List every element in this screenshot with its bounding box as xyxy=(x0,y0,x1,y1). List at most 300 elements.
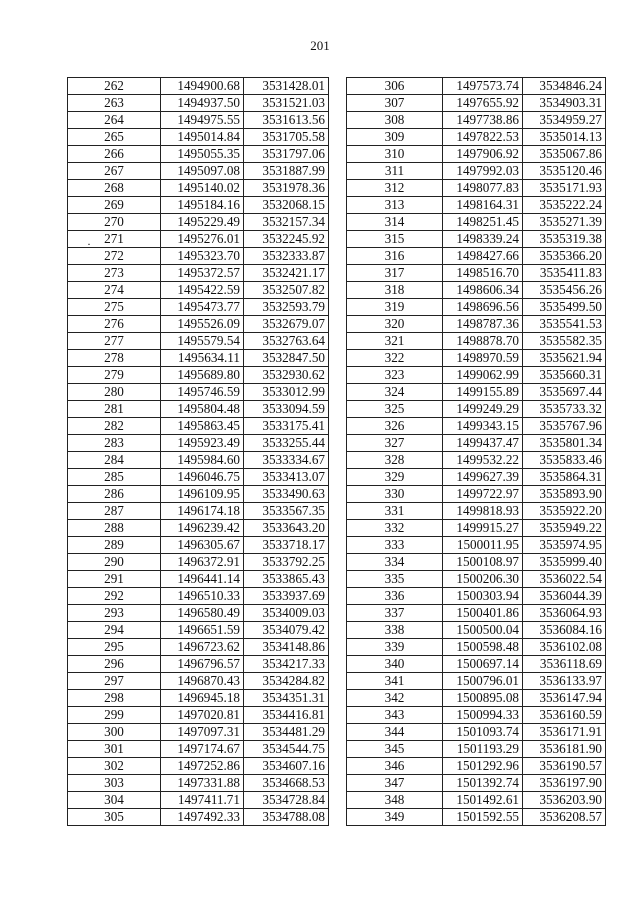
stray-mark: · xyxy=(87,237,91,251)
point-number-cell: 336 xyxy=(347,588,443,605)
x-coordinate-cell: 1495184.16 xyxy=(161,197,244,214)
y-coordinate-cell: 3533334.67 xyxy=(244,452,329,469)
y-coordinate-cell: 3536203.90 xyxy=(523,792,606,809)
y-coordinate-cell: 3533643.20 xyxy=(244,520,329,537)
y-coordinate-cell: 3535833.46 xyxy=(523,452,606,469)
table-row xyxy=(347,469,606,486)
y-coordinate-cell: 3535922.20 xyxy=(523,503,606,520)
table-row xyxy=(68,724,329,741)
point-number-cell: 264 xyxy=(68,112,161,129)
x-coordinate-cell: 1495984.60 xyxy=(161,452,244,469)
x-coordinate-cell: 1497906.92 xyxy=(443,146,523,163)
y-coordinate-cell: 3535014.13 xyxy=(523,129,606,146)
point-number-cell: 282 xyxy=(68,418,161,435)
y-coordinate-cell: 3535864.31 xyxy=(523,469,606,486)
point-number-cell: 290 xyxy=(68,554,161,571)
x-coordinate-cell: 1498339.24 xyxy=(443,231,523,248)
y-coordinate-cell: 3536147.94 xyxy=(523,690,606,707)
point-number-cell: 269 xyxy=(68,197,161,214)
y-coordinate-cell: 3535366.20 xyxy=(523,248,606,265)
y-coordinate-cell: 3535697.44 xyxy=(523,384,606,401)
point-number-cell: 307 xyxy=(347,95,443,112)
point-number-cell: 297 xyxy=(68,673,161,690)
y-coordinate-cell: 3532421.17 xyxy=(244,265,329,282)
point-number-cell: 263 xyxy=(68,95,161,112)
table-row xyxy=(68,452,329,469)
x-coordinate-cell: 1498077.83 xyxy=(443,180,523,197)
point-number-cell: 287 xyxy=(68,503,161,520)
page-number: 201 xyxy=(310,38,330,53)
point-number-cell: 283 xyxy=(68,435,161,452)
table-row xyxy=(347,265,606,282)
x-coordinate-cell: 1495372.57 xyxy=(161,265,244,282)
y-coordinate-cell: 3536181.90 xyxy=(523,741,606,758)
x-coordinate-cell: 1497331.88 xyxy=(161,775,244,792)
x-coordinate-cell: 1497252.86 xyxy=(161,758,244,775)
point-number-cell: 270 xyxy=(68,214,161,231)
x-coordinate-cell: 1495422.59 xyxy=(161,282,244,299)
y-coordinate-cell: 3535319.38 xyxy=(523,231,606,248)
table-row xyxy=(347,231,606,248)
point-number-cell: 316 xyxy=(347,248,443,265)
point-number-cell: 284 xyxy=(68,452,161,469)
table-row xyxy=(347,741,606,758)
x-coordinate-cell: 1501492.61 xyxy=(443,792,523,809)
x-coordinate-cell: 1499437.47 xyxy=(443,435,523,452)
table-row xyxy=(68,605,329,622)
point-number-cell: 329 xyxy=(347,469,443,486)
point-number-cell: 348 xyxy=(347,792,443,809)
point-number-cell: 293 xyxy=(68,605,161,622)
point-number-cell: 295 xyxy=(68,639,161,656)
y-coordinate-cell: 3536102.08 xyxy=(523,639,606,656)
x-coordinate-cell: 1501392.74 xyxy=(443,775,523,792)
y-coordinate-cell: 3534544.75 xyxy=(244,741,329,758)
x-coordinate-cell: 1498427.66 xyxy=(443,248,523,265)
point-number-cell: 320 xyxy=(347,316,443,333)
y-coordinate-cell: 3536022.54 xyxy=(523,571,606,588)
x-coordinate-cell: 1500697.14 xyxy=(443,656,523,673)
point-number-cell: 271 xyxy=(68,231,161,248)
x-coordinate-cell: 1495579.54 xyxy=(161,333,244,350)
y-coordinate-cell: 3531521.03 xyxy=(244,95,329,112)
y-coordinate-cell: 3532679.07 xyxy=(244,316,329,333)
x-coordinate-cell: 1496239.42 xyxy=(161,520,244,537)
x-coordinate-cell: 1499343.15 xyxy=(443,418,523,435)
x-coordinate-cell: 1496945.18 xyxy=(161,690,244,707)
y-coordinate-cell: 3535893.90 xyxy=(523,486,606,503)
table-row xyxy=(347,588,606,605)
x-coordinate-cell: 1495923.49 xyxy=(161,435,244,452)
point-number-cell: 289 xyxy=(68,537,161,554)
point-number-cell: 338 xyxy=(347,622,443,639)
y-coordinate-cell: 3531887.99 xyxy=(244,163,329,180)
x-coordinate-cell: 1496796.57 xyxy=(161,656,244,673)
y-coordinate-cell: 3535621.94 xyxy=(523,350,606,367)
point-number-cell: 334 xyxy=(347,554,443,571)
table-row xyxy=(68,282,329,299)
table-row xyxy=(68,673,329,690)
y-coordinate-cell: 3534416.81 xyxy=(244,707,329,724)
y-coordinate-cell: 3532245.92 xyxy=(244,231,329,248)
x-coordinate-cell: 1499915.27 xyxy=(443,520,523,537)
y-coordinate-cell: 3532847.50 xyxy=(244,350,329,367)
table-row xyxy=(347,503,606,520)
point-number-cell: 296 xyxy=(68,656,161,673)
x-coordinate-cell: 1496651.59 xyxy=(161,622,244,639)
y-coordinate-cell: 3534607.16 xyxy=(244,758,329,775)
point-number-cell: 333 xyxy=(347,537,443,554)
table-row xyxy=(347,418,606,435)
y-coordinate-cell: 3534788.08 xyxy=(244,809,329,826)
point-number-cell: 274 xyxy=(68,282,161,299)
y-coordinate-cell: 3535222.24 xyxy=(523,197,606,214)
y-coordinate-cell: 3534079.42 xyxy=(244,622,329,639)
y-coordinate-cell: 3533175.41 xyxy=(244,418,329,435)
table-row xyxy=(347,367,606,384)
x-coordinate-cell: 1495055.35 xyxy=(161,146,244,163)
x-coordinate-cell: 1497738.86 xyxy=(443,112,523,129)
y-coordinate-cell: 3532593.79 xyxy=(244,299,329,316)
y-coordinate-cell: 3534728.84 xyxy=(244,792,329,809)
table-row xyxy=(347,350,606,367)
x-coordinate-cell: 1498787.36 xyxy=(443,316,523,333)
y-coordinate-cell: 3535660.31 xyxy=(523,367,606,384)
table-row xyxy=(347,775,606,792)
x-coordinate-cell: 1499627.39 xyxy=(443,469,523,486)
table-row xyxy=(347,452,606,469)
y-coordinate-cell: 3534481.29 xyxy=(244,724,329,741)
table-row xyxy=(347,673,606,690)
x-coordinate-cell: 1499722.97 xyxy=(443,486,523,503)
table-row xyxy=(347,146,606,163)
point-number-cell: 330 xyxy=(347,486,443,503)
x-coordinate-cell: 1496046.75 xyxy=(161,469,244,486)
table-row xyxy=(347,197,606,214)
table-row xyxy=(347,316,606,333)
x-coordinate-cell: 1499818.93 xyxy=(443,503,523,520)
table-row xyxy=(347,690,606,707)
point-number-cell: 277 xyxy=(68,333,161,350)
table-row xyxy=(347,486,606,503)
x-coordinate-cell: 1498970.59 xyxy=(443,350,523,367)
x-coordinate-cell: 1497492.33 xyxy=(161,809,244,826)
table-row xyxy=(68,180,329,197)
y-coordinate-cell: 3534846.24 xyxy=(523,78,606,95)
table-row xyxy=(347,384,606,401)
table-row xyxy=(68,588,329,605)
table-row xyxy=(68,792,329,809)
y-coordinate-cell: 3531705.58 xyxy=(244,129,329,146)
x-coordinate-cell: 1497573.74 xyxy=(443,78,523,95)
point-number-cell: 310 xyxy=(347,146,443,163)
y-coordinate-cell: 3533567.35 xyxy=(244,503,329,520)
table-row xyxy=(347,333,606,350)
x-coordinate-cell: 1495229.49 xyxy=(161,214,244,231)
point-number-cell: 279 xyxy=(68,367,161,384)
y-coordinate-cell: 3536160.59 xyxy=(523,707,606,724)
x-coordinate-cell: 1498606.34 xyxy=(443,282,523,299)
y-coordinate-cell: 3535411.83 xyxy=(523,265,606,282)
table-row xyxy=(68,231,329,248)
point-number-cell: 288 xyxy=(68,520,161,537)
table-row xyxy=(68,639,329,656)
y-coordinate-cell: 3536064.93 xyxy=(523,605,606,622)
table-row xyxy=(68,435,329,452)
point-number-cell: 314 xyxy=(347,214,443,231)
table-row xyxy=(68,350,329,367)
x-coordinate-cell: 1501193.29 xyxy=(443,741,523,758)
y-coordinate-cell: 3533865.43 xyxy=(244,571,329,588)
table-row xyxy=(68,248,329,265)
point-number-cell: 311 xyxy=(347,163,443,180)
point-number-cell: 323 xyxy=(347,367,443,384)
y-coordinate-cell: 3536084.16 xyxy=(523,622,606,639)
y-coordinate-cell: 3534903.31 xyxy=(523,95,606,112)
point-number-cell: 346 xyxy=(347,758,443,775)
point-number-cell: 321 xyxy=(347,333,443,350)
table-row xyxy=(68,707,329,724)
table-row xyxy=(68,809,329,826)
point-number-cell: 267 xyxy=(68,163,161,180)
x-coordinate-cell: 1496510.33 xyxy=(161,588,244,605)
point-number-cell: 322 xyxy=(347,350,443,367)
point-number-cell: 304 xyxy=(68,792,161,809)
x-coordinate-cell: 1500895.08 xyxy=(443,690,523,707)
point-number-cell: 300 xyxy=(68,724,161,741)
point-number-cell: 285 xyxy=(68,469,161,486)
point-number-cell: 331 xyxy=(347,503,443,520)
point-number-cell: 326 xyxy=(347,418,443,435)
y-coordinate-cell: 3531428.01 xyxy=(244,78,329,95)
x-coordinate-cell: 1497992.03 xyxy=(443,163,523,180)
x-coordinate-cell: 1501292.96 xyxy=(443,758,523,775)
point-number-cell: 339 xyxy=(347,639,443,656)
y-coordinate-cell: 3532333.87 xyxy=(244,248,329,265)
table-row xyxy=(68,367,329,384)
table-row xyxy=(347,707,606,724)
table-row xyxy=(68,469,329,486)
x-coordinate-cell: 1496723.62 xyxy=(161,639,244,656)
x-coordinate-cell: 1496870.43 xyxy=(161,673,244,690)
y-coordinate-cell: 3533413.07 xyxy=(244,469,329,486)
table-row xyxy=(68,112,329,129)
x-coordinate-cell: 1496174.18 xyxy=(161,503,244,520)
point-number-cell: 347 xyxy=(347,775,443,792)
y-coordinate-cell: 3533792.25 xyxy=(244,554,329,571)
y-coordinate-cell: 3531797.06 xyxy=(244,146,329,163)
table-row xyxy=(68,741,329,758)
y-coordinate-cell: 3533718.17 xyxy=(244,537,329,554)
table-row xyxy=(68,129,329,146)
point-number-cell: 318 xyxy=(347,282,443,299)
point-number-cell: 278 xyxy=(68,350,161,367)
table-row xyxy=(68,503,329,520)
table-row xyxy=(68,299,329,316)
x-coordinate-cell: 1495634.11 xyxy=(161,350,244,367)
x-coordinate-cell: 1497822.53 xyxy=(443,129,523,146)
x-coordinate-cell: 1499155.89 xyxy=(443,384,523,401)
y-coordinate-cell: 3532507.82 xyxy=(244,282,329,299)
table-row xyxy=(347,622,606,639)
y-coordinate-cell: 3535067.86 xyxy=(523,146,606,163)
point-number-cell: 309 xyxy=(347,129,443,146)
coordinate-table-right xyxy=(346,77,606,826)
y-coordinate-cell: 3536118.69 xyxy=(523,656,606,673)
x-coordinate-cell: 1495276.01 xyxy=(161,231,244,248)
x-coordinate-cell: 1497655.92 xyxy=(443,95,523,112)
table-row xyxy=(68,197,329,214)
table-row xyxy=(347,248,606,265)
point-number-cell: 324 xyxy=(347,384,443,401)
point-number-cell: 268 xyxy=(68,180,161,197)
y-coordinate-cell: 3536208.57 xyxy=(523,809,606,826)
point-number-cell: 265 xyxy=(68,129,161,146)
x-coordinate-cell: 1496109.95 xyxy=(161,486,244,503)
table-row xyxy=(68,486,329,503)
table-row xyxy=(347,792,606,809)
x-coordinate-cell: 1500598.48 xyxy=(443,639,523,656)
table-row xyxy=(347,214,606,231)
point-number-cell: 306 xyxy=(347,78,443,95)
point-number-cell: 272 xyxy=(68,248,161,265)
y-coordinate-cell: 3535271.39 xyxy=(523,214,606,231)
table-row xyxy=(68,758,329,775)
x-coordinate-cell: 1501093.74 xyxy=(443,724,523,741)
y-coordinate-cell: 3534351.31 xyxy=(244,690,329,707)
x-coordinate-cell: 1495804.48 xyxy=(161,401,244,418)
table-row xyxy=(68,571,329,588)
table-row xyxy=(347,435,606,452)
x-coordinate-cell: 1498516.70 xyxy=(443,265,523,282)
table-row xyxy=(68,401,329,418)
y-coordinate-cell: 3536197.90 xyxy=(523,775,606,792)
x-coordinate-cell: 1500500.04 xyxy=(443,622,523,639)
point-number-cell: 335 xyxy=(347,571,443,588)
table-row xyxy=(347,163,606,180)
point-number-cell: 298 xyxy=(68,690,161,707)
point-number-cell: 308 xyxy=(347,112,443,129)
table-row xyxy=(347,809,606,826)
y-coordinate-cell: 3534284.82 xyxy=(244,673,329,690)
x-coordinate-cell: 1495526.09 xyxy=(161,316,244,333)
y-coordinate-cell: 3536190.57 xyxy=(523,758,606,775)
x-coordinate-cell: 1495014.84 xyxy=(161,129,244,146)
table-row xyxy=(347,520,606,537)
coordinate-table-left xyxy=(67,77,329,826)
point-number-cell: 343 xyxy=(347,707,443,724)
point-number-cell: 349 xyxy=(347,809,443,826)
x-coordinate-cell: 1496305.67 xyxy=(161,537,244,554)
table-row xyxy=(68,537,329,554)
point-number-cell: 292 xyxy=(68,588,161,605)
x-coordinate-cell: 1498878.70 xyxy=(443,333,523,350)
point-number-cell: 313 xyxy=(347,197,443,214)
point-number-cell: 276 xyxy=(68,316,161,333)
y-coordinate-cell: 3533937.69 xyxy=(244,588,329,605)
table-row xyxy=(347,95,606,112)
y-coordinate-cell: 3532763.64 xyxy=(244,333,329,350)
point-number-cell: 345 xyxy=(347,741,443,758)
point-number-cell: 299 xyxy=(68,707,161,724)
table-row xyxy=(347,758,606,775)
table-row xyxy=(68,214,329,231)
x-coordinate-cell: 1500206.30 xyxy=(443,571,523,588)
y-coordinate-cell: 3536044.39 xyxy=(523,588,606,605)
y-coordinate-cell: 3535171.93 xyxy=(523,180,606,197)
table-row xyxy=(347,724,606,741)
x-coordinate-cell: 1495323.70 xyxy=(161,248,244,265)
table-row xyxy=(68,163,329,180)
table-row xyxy=(347,401,606,418)
y-coordinate-cell: 3535949.22 xyxy=(523,520,606,537)
table-row xyxy=(68,775,329,792)
x-coordinate-cell: 1500401.86 xyxy=(443,605,523,622)
table-row xyxy=(68,690,329,707)
x-coordinate-cell: 1495473.77 xyxy=(161,299,244,316)
x-coordinate-cell: 1495097.08 xyxy=(161,163,244,180)
y-coordinate-cell: 3532068.15 xyxy=(244,197,329,214)
table-row xyxy=(68,520,329,537)
table-row xyxy=(68,265,329,282)
y-coordinate-cell: 3533094.59 xyxy=(244,401,329,418)
point-number-cell: 280 xyxy=(68,384,161,401)
y-coordinate-cell: 3535120.46 xyxy=(523,163,606,180)
table-row xyxy=(68,78,329,95)
point-number-cell: 275 xyxy=(68,299,161,316)
point-number-cell: 273 xyxy=(68,265,161,282)
y-coordinate-cell: 3535582.35 xyxy=(523,333,606,350)
point-number-cell: 341 xyxy=(347,673,443,690)
point-number-cell: 302 xyxy=(68,758,161,775)
table-row xyxy=(68,384,329,401)
table-row xyxy=(68,95,329,112)
table-row xyxy=(68,146,329,163)
y-coordinate-cell: 3536171.91 xyxy=(523,724,606,741)
point-number-cell: 344 xyxy=(347,724,443,741)
x-coordinate-cell: 1500303.94 xyxy=(443,588,523,605)
x-coordinate-cell: 1495689.80 xyxy=(161,367,244,384)
x-coordinate-cell: 1500994.33 xyxy=(443,707,523,724)
point-number-cell: 294 xyxy=(68,622,161,639)
x-coordinate-cell: 1499249.29 xyxy=(443,401,523,418)
table-row xyxy=(347,78,606,95)
y-coordinate-cell: 3532930.62 xyxy=(244,367,329,384)
point-number-cell: 325 xyxy=(347,401,443,418)
y-coordinate-cell: 3535456.26 xyxy=(523,282,606,299)
y-coordinate-cell: 3534668.53 xyxy=(244,775,329,792)
x-coordinate-cell: 1500108.97 xyxy=(443,554,523,571)
point-number-cell: 305 xyxy=(68,809,161,826)
y-coordinate-cell: 3531978.36 xyxy=(244,180,329,197)
point-number-cell: 291 xyxy=(68,571,161,588)
y-coordinate-cell: 3535541.53 xyxy=(523,316,606,333)
x-coordinate-cell: 1497411.71 xyxy=(161,792,244,809)
x-coordinate-cell: 1496580.49 xyxy=(161,605,244,622)
x-coordinate-cell: 1499062.99 xyxy=(443,367,523,384)
point-number-cell: 301 xyxy=(68,741,161,758)
table-row xyxy=(68,333,329,350)
point-number-cell: 327 xyxy=(347,435,443,452)
point-number-cell: 317 xyxy=(347,265,443,282)
point-number-cell: 319 xyxy=(347,299,443,316)
table-row xyxy=(347,180,606,197)
table-row xyxy=(347,571,606,588)
x-coordinate-cell: 1499532.22 xyxy=(443,452,523,469)
y-coordinate-cell: 3534148.86 xyxy=(244,639,329,656)
point-number-cell: 312 xyxy=(347,180,443,197)
x-coordinate-cell: 1495863.45 xyxy=(161,418,244,435)
